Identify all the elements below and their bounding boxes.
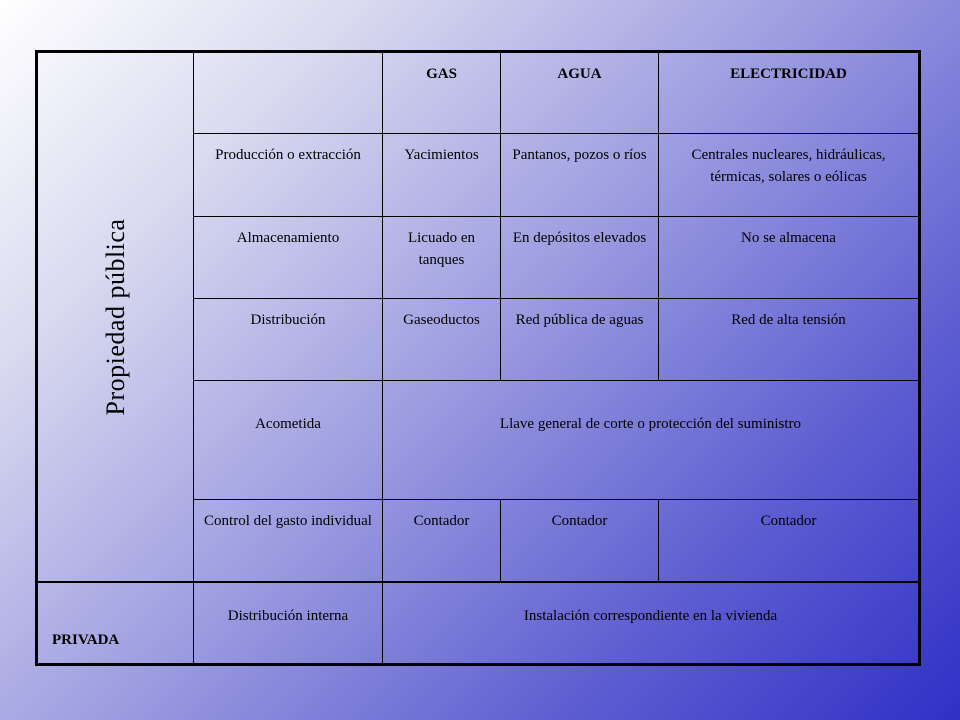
- row-label: Control del gasto individual: [194, 500, 383, 582]
- row-label: Almacenamiento: [194, 217, 383, 299]
- header-row: [37, 52, 920, 134]
- electricidad-cell: Red de alta tensión: [659, 299, 920, 381]
- row-label: Distribución interna: [194, 582, 383, 665]
- public-property-cell: [37, 52, 194, 582]
- electricidad-cell: Centrales nucleares, hidráulicas, térmicas, solares o eólicas: [659, 134, 920, 217]
- row-label: Acometida: [194, 381, 383, 500]
- header-agua: AGUA: [501, 52, 659, 134]
- private-property-label: PRIVADA: [37, 582, 194, 665]
- header-empty: [194, 52, 383, 134]
- row-label: Producción o extracción: [194, 134, 383, 217]
- agua-cell: Pantanos, pozos o ríos: [501, 134, 659, 217]
- agua-cell: En depósitos elevados: [501, 217, 659, 299]
- merged-cell: Llave general de corte o protección del suministro: [383, 381, 920, 500]
- gas-cell: Gaseoductos: [383, 299, 501, 381]
- private-row: [37, 582, 920, 665]
- merged-cell: Instalación correspondiente en la vivienda: [383, 582, 920, 665]
- gas-cell: Contador: [383, 500, 501, 582]
- public-property-label: Propiedad pública: [100, 218, 130, 416]
- header-electricidad: ELECTRICIDAD: [659, 52, 920, 134]
- gas-cell: Licuado en tanques: [383, 217, 501, 299]
- header-gas: GAS: [383, 52, 501, 134]
- row-label: Distribución: [194, 299, 383, 381]
- electricidad-cell: Contador: [659, 500, 920, 582]
- electricidad-cell: No se almacena: [659, 217, 920, 299]
- agua-cell: Red pública de aguas: [501, 299, 659, 381]
- agua-cell: Contador: [501, 500, 659, 582]
- utilities-table: [35, 50, 921, 666]
- gas-cell: Yacimientos: [383, 134, 501, 217]
